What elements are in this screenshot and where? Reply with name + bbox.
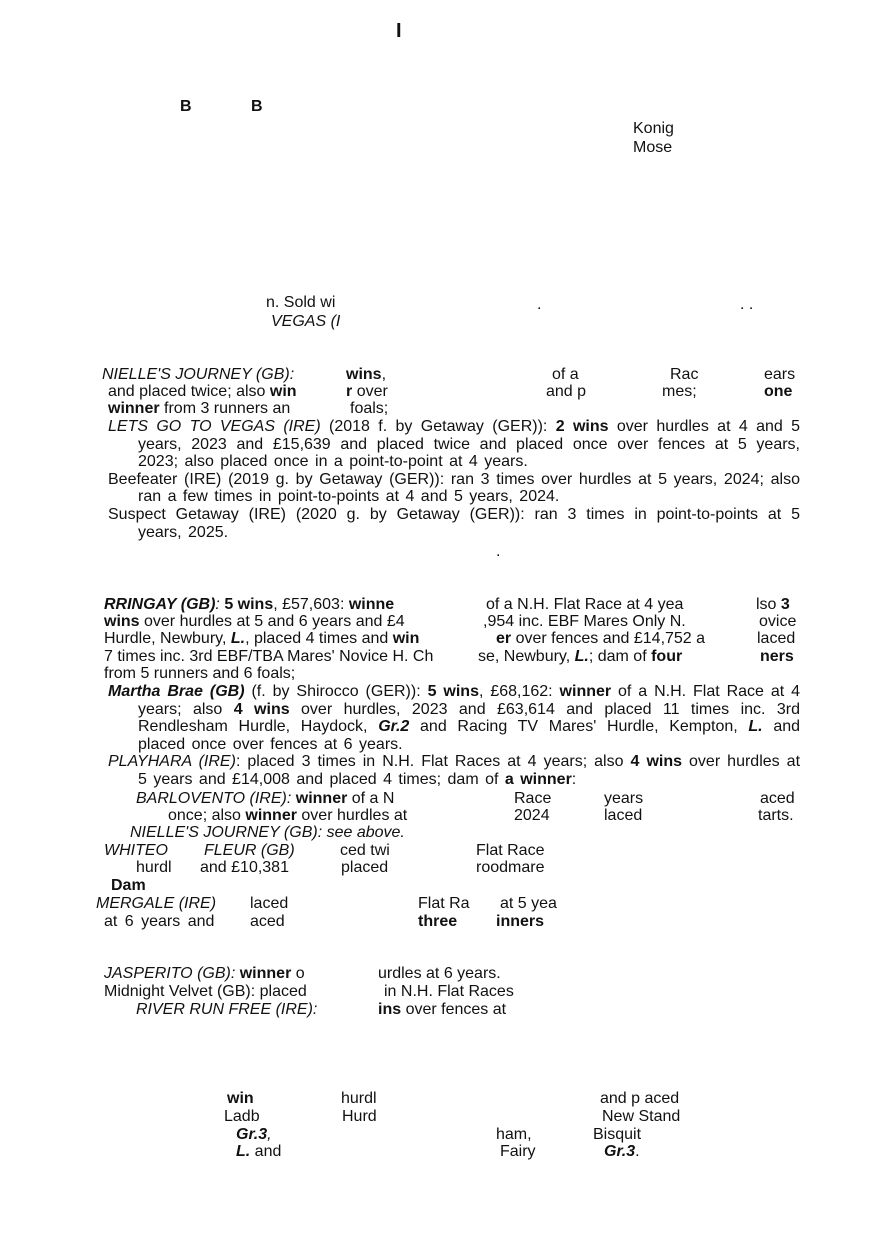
nielle-see-above: NIELLE'S JOURNEY (GB): see above. <box>130 824 405 841</box>
rringay-line-1: RRINGAY (GB): 5 wins, £57,603: winne <box>104 596 395 613</box>
rringay-line-2: wins over hurdles at 5 and 6 years and £4 <box>104 613 405 630</box>
progeny-list <box>108 418 800 541</box>
nielle-fragment-one: one <box>764 383 793 400</box>
fragment-b1: B <box>180 98 192 115</box>
rringay-fragment-lso: lso 3 <box>756 596 790 613</box>
bottom-fragment-hurdl: hurdl <box>341 1090 377 1107</box>
daughter-martha-brae: Martha Brae (GB) (f. by Shirocco (GER)): 5 wins, £68,162: winner of a N.H. Flat Race at 4 years; also 4 wins over hurdles, 2023 and £63,614 and placed 11 times inc. 3rd Rendlesham Hurdle, Haydock, Gr.2 and Racing TV Mares' Hurdle, Kempton, L. and placed once over fences at 6 years. <box>108 683 801 753</box>
rringay-fragment-4: se, Newbury, L.; dam of four <box>478 648 683 665</box>
mergale-fragment-at6: at 6 years and <box>104 913 215 930</box>
vegas-fragment: VEGAS (I <box>271 313 341 330</box>
bottom-fragment-win: win <box>227 1090 254 1107</box>
rringay-fragment-1: of a N.H. Flat Race at 4 yea <box>486 596 684 613</box>
daughter-playhara: PLAYHARA (IRE): placed 3 times in N.H. Flat Races at 4 years; also 4 wins over hurdles at 5 years and £14,008 and placed 4 times; dam of a winner: <box>108 753 801 788</box>
fragment-b2: B <box>251 98 263 115</box>
progeny-lets-go-to-vegas: LETS GO TO VEGAS (IRE) (2018 f. by Getaway (GER)): 2 wins over hurdles at 4 and 5 years, 2023 and £15,639 and placed twice and placed once over fences at 5 years, 2023; also placed once in a point-to-point at 4 years. <box>108 418 801 471</box>
rringay-line-5: from 5 runners and 6 foals; <box>104 665 296 682</box>
nielle-placed-line: and placed twice; also win <box>108 383 297 400</box>
bottom-fragment-bisquit: Bisquit <box>593 1126 642 1143</box>
whiteo-fragment-c: ced twi <box>340 842 390 859</box>
bottom-fragment-ladb: Ladb <box>224 1108 260 1125</box>
whiteo-fragment-f: and £10,381 <box>200 859 289 876</box>
sire-name-2: Mose <box>633 139 673 156</box>
nielle-fragment-ofa: of a <box>552 366 579 383</box>
header-mark: I <box>396 20 402 42</box>
sire-name-1: Konig <box>633 120 674 137</box>
mergale-fragment-aced: aced <box>250 913 285 930</box>
dam-heading: Dam <box>111 877 146 894</box>
rringay-line-4: 7 times inc. 3rd EBF/TBA Mares' Novice H. Ch <box>104 648 434 665</box>
jasperito-fragment-urdles: urdles at 6 years. <box>378 965 501 982</box>
rringay-fragment-laced: laced <box>757 630 796 647</box>
bottom-fragment-gr3a: Gr.3, <box>236 1126 272 1143</box>
midnight-velvet-line: Midnight Velvet (GB): placed <box>104 983 307 1000</box>
dot-fragment-1: . <box>537 296 542 313</box>
nielle-name: NIELLE'S JOURNEY (GB): <box>102 366 295 383</box>
nielle-fragment-ears: ears <box>764 366 796 383</box>
barlovento-line-1: BARLOVENTO (IRE): winner of a N <box>136 790 395 807</box>
bottom-fragment-ham: ham, <box>496 1126 532 1143</box>
river-run-free-line: RIVER RUN FREE (IRE): <box>136 1001 318 1018</box>
rringay-line-3: Hurdle, Newbury, L., placed 4 times and win <box>104 630 420 647</box>
whiteo-fragment-g: placed <box>341 859 389 876</box>
whiteo-fragment-a: WHITEO <box>104 842 168 859</box>
bottom-fragment-fairy: Fairy <box>500 1143 536 1160</box>
whiteo-fragment-h: roodmare <box>476 859 545 876</box>
barlovento-fragment-tarts: tarts. <box>758 807 794 824</box>
nielle-fragment-foals: foals; <box>350 400 389 417</box>
sold-fragment: n. Sold wi <box>266 294 336 311</box>
whiteo-fragment-e: hurdl <box>136 859 172 876</box>
barlovento-fragment-aced: aced <box>760 790 795 807</box>
rringay-fragment-ovice: ovice <box>759 613 797 630</box>
mergale-name: MERGALE (IRE) <box>96 895 217 912</box>
mergale-fragment-flat: Flat Ra <box>418 895 470 912</box>
bottom-fragment-gr3b: Gr.3. <box>604 1143 640 1160</box>
progeny-beefeater: Beefeater (IRE) (2019 g. by Getaway (GER)): ran 3 times over hurdles at 5 years, 2024; also ran a few times in point-to-points at 4 and 5 years, 2024. <box>108 470 800 506</box>
river-fragment-ins: ins over fences at <box>378 1001 507 1018</box>
nielle-fragment-rac: Rac <box>670 366 699 383</box>
barlovento-fragment-laced: laced <box>604 807 643 824</box>
nielle-over-line: r over <box>346 383 388 400</box>
mergale-fragment-laced: laced <box>250 895 289 912</box>
barlovento-line-2: once; also winner over hurdles at <box>168 807 408 824</box>
progeny-suspect-getaway: Suspect Getaway (IRE) (2020 g. by Getaway (GER)): ran 3 times in point-to-points at 5 years, 2025. <box>108 505 800 541</box>
whiteo-fragment-b: FLEUR (GB) <box>204 842 295 859</box>
nielle-runners-line: winner from 3 runners an <box>108 400 291 417</box>
dot-fragment-3: . <box>496 543 501 560</box>
mergale-fragment-inners: inners <box>496 913 545 930</box>
bottom-fragment-hurd: Hurd <box>342 1108 377 1125</box>
midnight-fragment-flat: in N.H. Flat Races <box>384 983 514 1000</box>
daughters-list <box>108 683 800 789</box>
barlovento-fragment-race: Race <box>514 790 552 807</box>
rringay-fragment-ners: ners <box>760 648 794 665</box>
bottom-fragment-andp: and p aced <box>600 1090 680 1107</box>
barlovento-fragment-years: years <box>604 790 644 807</box>
nielle-fragment-andp: and p <box>546 383 587 400</box>
jasperito-line: JASPERITO (GB): winner o <box>104 965 305 982</box>
nielle-fragment-mes: mes; <box>662 383 697 400</box>
mergale-fragment-three: three <box>418 913 458 930</box>
dot-fragment-2: . . <box>740 296 754 313</box>
nielle-wins-line: wins, <box>346 366 387 383</box>
whiteo-fragment-d: Flat Race <box>476 842 545 859</box>
rringay-fragment-2: ,954 inc. EBF Mares Only N. <box>483 613 686 630</box>
barlovento-fragment-2024: 2024 <box>514 807 550 824</box>
mergale-fragment-yea: at 5 yea <box>500 895 557 912</box>
bottom-fragment-new: New Stand <box>602 1108 681 1125</box>
bottom-fragment-L: L. and <box>236 1143 282 1160</box>
rringay-fragment-3: er over fences and £14,752 a <box>496 630 706 647</box>
